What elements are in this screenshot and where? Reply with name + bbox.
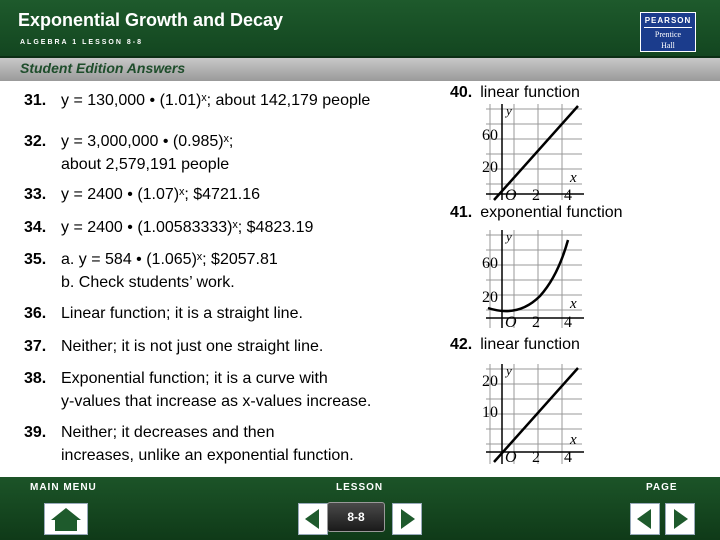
logo-line-2: Hall bbox=[661, 41, 675, 50]
graph-41-curve bbox=[488, 240, 568, 311]
triangle-left-icon bbox=[299, 504, 327, 534]
answer-text-cont: b. Check students’ work. bbox=[61, 274, 235, 291]
home-icon bbox=[45, 504, 87, 534]
x-axis-label: x bbox=[570, 170, 577, 186]
y-axis-label: y bbox=[506, 364, 512, 378]
answer-36 bbox=[24, 302, 303, 325]
graph-42-line bbox=[494, 368, 578, 462]
x-tick: 2 bbox=[532, 449, 540, 466]
answer-text-cont: y-values that increase as x-values increase. bbox=[61, 393, 372, 410]
answer-number: 36. bbox=[24, 305, 47, 322]
answer-34 bbox=[24, 216, 313, 239]
section-title: Student Edition Answers bbox=[20, 60, 186, 76]
answer-37 bbox=[24, 335, 323, 358]
page-title: Exponential Growth and Decay bbox=[18, 10, 284, 30]
y-tick: 20 bbox=[482, 159, 498, 176]
y-tick: 60 bbox=[482, 127, 498, 144]
answer-text: y = 130,000 • (1.01)ˣ; about 142,179 people bbox=[61, 92, 371, 109]
graph-41 bbox=[478, 230, 588, 330]
graph-label: linear function bbox=[480, 336, 580, 353]
answer-number: 31. bbox=[24, 92, 47, 109]
origin-label: O bbox=[505, 314, 517, 330]
answer-text: a. y = 584 • (1.065)ˣ; $2057.81 bbox=[61, 251, 278, 268]
answer-text: y = 3,000,000 • (0.985)ˣ; bbox=[61, 133, 234, 150]
answer-31 bbox=[24, 89, 370, 112]
answer-text: y = 2400 • (1.07)ˣ; $4721.16 bbox=[61, 186, 260, 203]
page-label: PAGE bbox=[646, 482, 678, 493]
lesson-prev-button[interactable] bbox=[298, 503, 328, 535]
page-next-button[interactable] bbox=[665, 503, 695, 535]
answer-text: Linear function; it is a straight line. bbox=[61, 305, 303, 322]
answer-number: 38. bbox=[24, 370, 47, 387]
y-tick: 20 bbox=[482, 289, 498, 306]
graph-40-title bbox=[450, 84, 580, 102]
graph-42 bbox=[478, 364, 588, 466]
page-prev-button[interactable] bbox=[630, 503, 660, 535]
x-tick: 4 bbox=[564, 187, 572, 202]
answer-number: 32. bbox=[24, 133, 47, 150]
lesson-label: LESSON bbox=[336, 482, 384, 493]
answer-text: y = 2400 • (1.00583333)ˣ; $4823.19 bbox=[61, 219, 314, 236]
origin-label: O bbox=[505, 449, 517, 466]
triangle-left-icon bbox=[631, 504, 659, 534]
answer-38 bbox=[24, 367, 371, 413]
graph-number: 42. bbox=[450, 336, 473, 353]
y-axis-label: y bbox=[506, 230, 512, 244]
triangle-right-icon bbox=[393, 504, 421, 534]
y-axis-label: y bbox=[506, 104, 512, 118]
graph-40 bbox=[478, 104, 588, 202]
graph-number: 40. bbox=[450, 84, 473, 101]
answer-39 bbox=[24, 421, 354, 467]
main-menu-label: MAIN MENU bbox=[30, 482, 97, 493]
answer-number: 39. bbox=[24, 424, 47, 441]
y-tick: 10 bbox=[482, 404, 498, 421]
graph-label: exponential function bbox=[480, 204, 623, 221]
header-bar bbox=[0, 0, 720, 58]
triangle-right-icon bbox=[666, 504, 694, 534]
answer-text: Exponential function; it is a curve with bbox=[61, 370, 328, 387]
x-axis-label: x bbox=[570, 432, 577, 448]
answer-text: Neither; it decreases and then bbox=[61, 424, 275, 441]
graph-label: linear function bbox=[480, 84, 580, 101]
logo-top-text: PEARSON bbox=[644, 16, 692, 28]
x-axis-label: x bbox=[570, 296, 577, 312]
graph-42-title bbox=[450, 336, 580, 354]
answer-text-cont: about 2,579,191 people bbox=[61, 156, 230, 173]
x-tick: 2 bbox=[532, 314, 540, 330]
graph-number: 41. bbox=[450, 204, 473, 221]
origin-label: O bbox=[505, 187, 517, 202]
answer-32 bbox=[24, 130, 233, 176]
answer-33 bbox=[24, 183, 260, 206]
answer-35 bbox=[24, 248, 278, 294]
graph-40-line bbox=[494, 106, 578, 200]
x-tick: 4 bbox=[564, 314, 572, 330]
y-tick: 60 bbox=[482, 255, 498, 272]
logo-line-1: Prentice bbox=[654, 30, 682, 39]
graph-41-title bbox=[450, 204, 623, 222]
x-tick: 2 bbox=[532, 187, 540, 202]
lesson-subtitle: ALGEBRA 1 LESSON 8-8 bbox=[20, 39, 143, 46]
answer-number: 34. bbox=[24, 219, 47, 236]
answer-number: 35. bbox=[24, 251, 47, 268]
lesson-next-button[interactable] bbox=[392, 503, 422, 535]
y-tick: 20 bbox=[482, 373, 498, 390]
lesson-number[interactable]: 8-8 bbox=[327, 502, 385, 532]
x-tick: 4 bbox=[564, 449, 572, 466]
section-band bbox=[0, 58, 720, 81]
answer-text: Neither; it is not just one straight line. bbox=[61, 338, 324, 355]
answer-number: 37. bbox=[24, 338, 47, 355]
publisher-logo bbox=[640, 12, 696, 52]
answer-text-cont: increases, unlike an exponential function. bbox=[61, 447, 354, 464]
answer-number: 33. bbox=[24, 186, 47, 203]
main-menu-button[interactable] bbox=[44, 503, 88, 535]
